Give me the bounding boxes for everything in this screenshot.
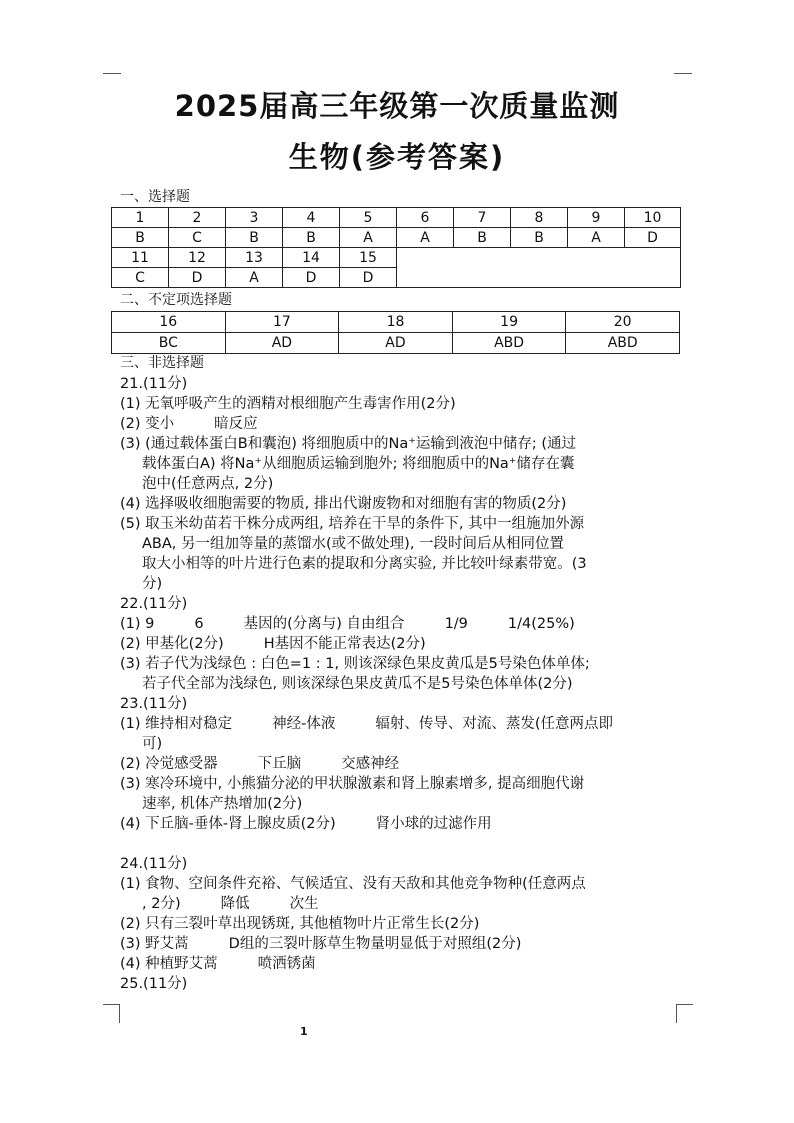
answer-line: 载体蛋白A) 将Na⁺从细胞质运输到胞外; 将细胞质中的Na⁺储存在囊	[142, 456, 575, 472]
table-row	[112, 208, 681, 228]
section-3-label: 三、非选择题	[120, 355, 204, 371]
page-title: 2025届高三年级第一次质量监测	[174, 89, 620, 123]
question-number: 14	[283, 248, 340, 268]
question-number: 5	[340, 208, 397, 228]
answer-line: (5) 取玉米幼苗若干株分成两组, 培养在干旱的条件下, 其中一组施加外源	[120, 516, 585, 532]
answer-cell: D	[340, 268, 397, 288]
question-number: 19	[452, 312, 566, 333]
answer-line: 取大小相等的叶片进行色素的提取和分离实验, 并比较叶绿素带宽。(3	[142, 556, 587, 572]
answer-line: (3) 寒冷环境中, 小熊猫分泌的甲状腺激素和肾上腺素增多, 提高细胞代谢	[120, 776, 585, 792]
answer-cell: AD	[225, 333, 339, 354]
question-number: 15	[340, 248, 397, 268]
page-subtitle: 生物(参考答案)	[288, 140, 506, 174]
question-number: 10	[625, 208, 681, 228]
answer-cell: B	[226, 228, 283, 248]
question-heading: 21.(11分)	[120, 376, 188, 392]
answer-line: (1) 维持相对稳定 神经-体液 辐射、传导、对流、蒸发(任意两点即	[120, 716, 614, 732]
table-row	[112, 312, 680, 333]
question-number: 11	[112, 248, 169, 268]
question-number: 7	[454, 208, 511, 228]
answer-cell: A	[226, 268, 283, 288]
question-number: 13	[226, 248, 283, 268]
question-number: 4	[283, 208, 340, 228]
answer-line: (4) 下丘脑-垂体-肾上腺皮质(2分) 肾小球的过滤作用	[120, 816, 492, 832]
question-heading: 25.(11分)	[120, 976, 188, 992]
answer-cell: A	[340, 228, 397, 248]
multi-choice-answer-table	[111, 311, 680, 354]
question-number: 17	[225, 312, 339, 333]
answer-cell: B	[454, 228, 511, 248]
section-1-label: 一、选择题	[120, 189, 190, 205]
question-number: 16	[112, 312, 226, 333]
crop-mark-bottom-right	[676, 1004, 693, 1023]
answer-cell: BC	[112, 333, 226, 354]
answer-line: (2) 甲基化(2分) H基因不能正常表达(2分)	[120, 636, 426, 652]
table-row	[112, 228, 681, 248]
answer-cell: B	[511, 228, 568, 248]
answer-cell: D	[625, 228, 681, 248]
table-row	[112, 333, 680, 354]
answer-line: (2) 冷觉感受器 下丘脑 交感神经	[120, 756, 400, 772]
answer-line: (1) 9 6 基因的(分离与) 自由组合 1/9 1/4(25%)	[120, 616, 575, 632]
choice-answer-table	[111, 207, 681, 288]
question-number: 8	[511, 208, 568, 228]
answer-cell: ABD	[566, 333, 680, 354]
empty-cell	[397, 248, 681, 288]
question-number: 6	[397, 208, 454, 228]
answer-cell: A	[568, 228, 625, 248]
crop-mark-bottom-left	[103, 1004, 120, 1023]
answer-line: ABA, 另一组加等量的蒸馏水(或不做处理), 一段时间后从相同位置	[142, 536, 565, 552]
answer-line: (3) 野艾蒿 D组的三裂叶豚草生物量明显低于对照组(2分)	[120, 936, 522, 952]
answer-cell: B	[283, 228, 340, 248]
answer-line: (2) 变小 暗反应	[120, 416, 258, 432]
answer-line: (3) 若子代为浅绿色 : 白色=1 : 1, 则该深绿色果皮黄瓜是5号染色体单体;	[120, 656, 590, 672]
answer-line: (4) 选择吸收细胞需要的物质, 排出代谢废物和对细胞有害的物质(2分)	[120, 496, 567, 512]
answer-cell: ABD	[452, 333, 566, 354]
table-row	[112, 248, 681, 268]
answer-cell: AD	[339, 333, 453, 354]
question-heading: 22.(11分)	[120, 596, 188, 612]
page-number: 1	[300, 1025, 308, 1038]
answer-line: , 2分) 降低 次生	[142, 896, 319, 912]
answer-cell: C	[112, 268, 169, 288]
crop-mark-top-right	[674, 73, 692, 74]
answer-cell: B	[112, 228, 169, 248]
answer-cell: C	[169, 228, 226, 248]
answer-line: 泡中(任意两点, 2分)	[142, 476, 274, 492]
crop-mark-top-left	[103, 73, 121, 74]
question-number: 18	[339, 312, 453, 333]
answer-line: 若子代全部为浅绿色, 则该深绿色果皮黄瓜不是5号染色体单体(2分)	[142, 676, 573, 692]
answer-cell: D	[169, 268, 226, 288]
question-number: 9	[568, 208, 625, 228]
answer-line: (1) 食物、空间条件充裕、气候适宜、没有天敌和其他竞争物种(任意两点	[120, 876, 586, 892]
answer-cell: D	[283, 268, 340, 288]
answer-line: (3) (通过载体蛋白B和囊泡) 将细胞质中的Na⁺运输到液泡中储存; (通过	[120, 436, 577, 452]
answer-line: 速率, 机体产热增加(2分)	[142, 796, 303, 812]
question-heading: 23.(11分)	[120, 696, 188, 712]
answer-line: (2) 只有三裂叶草出现锈斑, 其他植物叶片正常生长(2分)	[120, 916, 480, 932]
question-number: 2	[169, 208, 226, 228]
question-number: 12	[169, 248, 226, 268]
answer-line: 可)	[142, 736, 163, 752]
answer-cell: A	[397, 228, 454, 248]
question-number: 1	[112, 208, 169, 228]
question-heading: 24.(11分)	[120, 856, 188, 872]
answer-line: (4) 种植野艾蒿 喷洒锈菌	[120, 956, 316, 972]
section-2-label: 二、不定项选择题	[120, 292, 232, 308]
answer-line: (1) 无氧呼吸产生的酒精对根细胞产生毒害作用(2分)	[120, 396, 456, 412]
question-number: 3	[226, 208, 283, 228]
answer-line: 分)	[142, 576, 163, 592]
answers-body	[120, 374, 680, 994]
question-number: 20	[566, 312, 680, 333]
